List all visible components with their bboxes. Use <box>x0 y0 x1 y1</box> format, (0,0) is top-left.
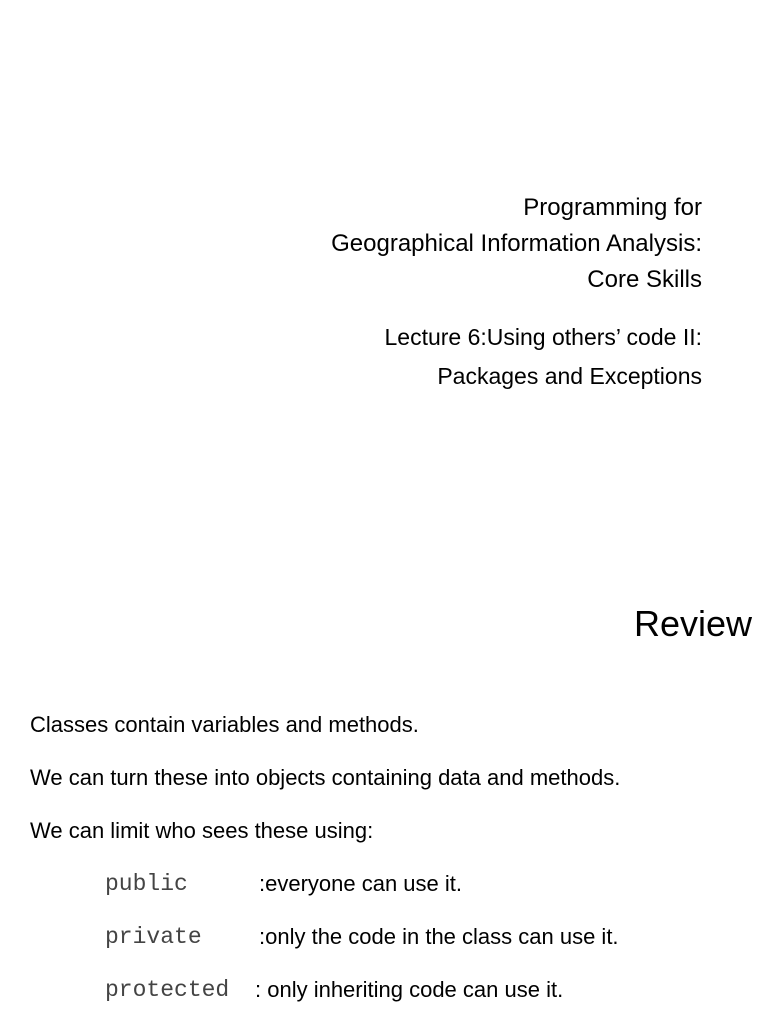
bullet-text: We can limit who sees these using: <box>30 818 374 843</box>
bullet-text: We can turn these into objects containing data and methods. <box>30 765 621 790</box>
modifier-keyword: protected <box>105 977 230 1003</box>
title-line: Geographical Information Analysis: <box>331 230 702 257</box>
modifier-keyword: private <box>105 924 202 950</box>
modifier-description: : only inheriting code can use it. <box>255 977 564 1002</box>
review-content <box>30 710 750 1028</box>
modifier-description: :only the code in the class can use it. <box>259 924 619 949</box>
subtitle-line: Lecture 6:Using others’ code II: <box>384 324 702 350</box>
title-slide <box>0 0 768 512</box>
modifier-row-public <box>105 869 750 899</box>
title-line: Programming for <box>523 194 702 221</box>
modifier-row-protected <box>105 975 750 1005</box>
review-slide <box>0 512 768 1024</box>
lecture-title <box>82 190 702 298</box>
modifier-keyword: public <box>105 871 188 897</box>
slide-heading: Review <box>633 603 752 644</box>
bullet-text: Classes contain variables and methods. <box>30 712 419 737</box>
modifier-description: :everyone can use it. <box>259 871 463 896</box>
modifier-row-private <box>105 922 750 952</box>
lecture-subtitle <box>82 318 702 396</box>
title-line: Core Skills <box>587 266 702 293</box>
subtitle-line: Packages and Exceptions <box>437 363 702 389</box>
